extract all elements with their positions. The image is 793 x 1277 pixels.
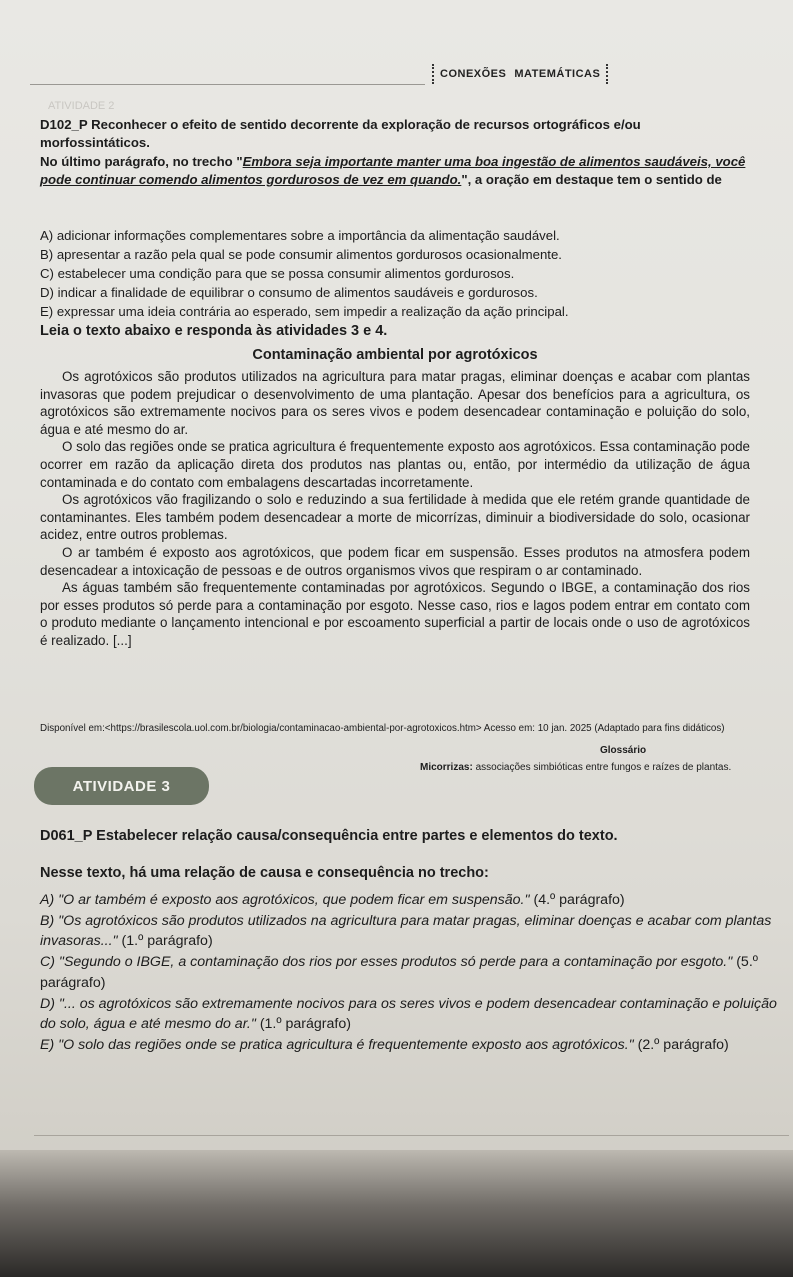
q3-option-b-quote: B) "Os agrotóxicos são produtos utilizados na agricultura para matar pragas, eliminar doenças e acabar com plantas invasoras..." (40, 912, 772, 950)
q3-option-d[interactable] (40, 994, 785, 1035)
q3-option-e-quote: E) "O solo das regiões onde se pratica agricultura é frequentemente exposto aos agrotóxicos." (40, 1036, 634, 1053)
glossary-definition: associações simbióticas entre fungos e raízes de plantas. (472, 762, 732, 773)
q3-option-c-quote: C) "Segundo o IBGE, a contaminação dos rios por esses produtos só perde para a contaminação por esgoto." (40, 954, 733, 971)
q3-option-a-quote: A) "O ar também é exposto aos agrotóxicos, que podem ficar em suspensão." (40, 892, 530, 908)
activity-3-badge: ATIVIDADE 3 (34, 767, 209, 805)
q2-option-d[interactable]: D) indicar a finalidade de equilibrar o consumo de alimentos saudáveis e gordurosos. (40, 285, 538, 300)
q2-stem-quote: Embora seja importante manter uma boa ingestão de alimentos saudáveis, você pode continuar comendo alimentos gordurosos de vez em quando. (40, 154, 746, 187)
q3-option-c-ref: (5.º parágrafo) (40, 954, 758, 991)
q2-options (40, 226, 750, 321)
q3-option-a-ref: (4.º parágrafo) (529, 892, 625, 908)
reading-paragraph-4: O ar também é exposto aos agrotóxicos, que podem ficar em suspensão. Esses produtos na atmosfera podem desencadear a intoxicação de pessoas e de outros organismos vivos que respiram o ar contaminado. (40, 544, 750, 578)
desk-shadow (0, 1150, 793, 1277)
q3-option-b[interactable] (40, 911, 785, 952)
q3-option-a[interactable] (40, 890, 785, 911)
reading-paragraph-5: As águas também são frequentemente contaminadas por agrotóxicos. Segundo o IBGE, a contaminação dos rios por esses produtos só perde para a contaminação por esgoto. Nesse caso, rios e lagos podem entrar em contato com o produto mediante o lançamento intencional e por escoamento superficial a partir de locais onde o uso de agrotóxicos é realizado. [...] (40, 580, 750, 648)
reading-source: Disponível em:<https://brasilescola.uol.com.br/biologia/contaminacao-ambiental-por-agrotoxicos.htm> Acesso em: 10 jan. 2025 (Adaptado para fins didáticos) (40, 723, 725, 734)
q3-option-b-ref: (1.º parágrafo) (117, 933, 213, 950)
q2-stem (40, 153, 750, 189)
brand-logo (432, 64, 608, 84)
reading-paragraph-3: Os agrotóxicos vão fragilizando o solo e reduzindo a sua fertilidade à medida que ele retém grande quantidade de contaminantes. Eles também podem desencadear a morte de micorrízas, diminuir a biodiversidade do solo, ocasionar acidez, entre outros problemas. (40, 492, 750, 543)
q2-option-c[interactable]: C) estabelecer uma condição para que se possa consumir alimentos gordurosos. (40, 266, 515, 281)
q2-stem-before: No último parágrafo, no trecho " (40, 154, 243, 169)
footer-rule (34, 1135, 789, 1136)
reading-body (40, 368, 750, 650)
q2-option-a[interactable]: A) adicionar informações complementares sobre a importância da alimentação saudável. (40, 228, 560, 243)
q3-option-d-ref: (1.º parágrafo) (255, 1016, 351, 1033)
q3-stem: Nesse texto, há uma relação de causa e consequência no trecho: (40, 865, 489, 881)
q3-option-c[interactable] (40, 952, 785, 993)
q2-option-e[interactable]: E) expressar uma ideia contrária ao esperado, sem impedir a realização da ação principal. (40, 304, 569, 319)
q2-option-b[interactable]: B) apresentar a razão pela qual se pode consumir alimentos gordurosos ocasionalmente. (40, 247, 562, 262)
reading-paragraph-2: O solo das regiões onde se pratica agricultura é frequentemente exposto aos agrotóxicos. Essa contaminação pode ocorrer em razão da aplicação direta dos produtos nas plantas ou, então, por intermédio da utilização de água contaminada e do contato com embalagens descartadas incorretamente. (40, 439, 750, 490)
glossary-term: Micorrizas: (420, 762, 473, 773)
q3-option-d-quote: D) "... os agrotóxicos são extremamente nocivos para os seres vivos e podem desencadear contaminação e poluição do solo, água e até mesmo do ar." (40, 995, 777, 1033)
glossary-title: Glossário (600, 745, 647, 756)
q3-skill: D061_P Estabelecer relação causa/consequência entre partes e elementos do texto. (40, 828, 618, 844)
q3-option-e-ref: (2.º parágrafo) (633, 1036, 729, 1053)
q2-stem-after: ", a oração em destaque tem o sentido de (461, 172, 722, 187)
q3-option-e[interactable] (40, 1035, 785, 1056)
brand-right: MATEMÁTICAS (514, 68, 601, 80)
faded-activity-tag: ATIVIDADE 2 (48, 100, 115, 112)
glossary-entry (420, 759, 780, 777)
brand-left: CONEXÕES (440, 68, 507, 80)
q2-skill: D102_P Reconhecer o efeito de sentido decorrente da exploração de recursos ortográficos e/ou morfossintáticos. (40, 117, 641, 150)
reading-title: Contaminação ambiental por agrotóxicos (252, 347, 538, 363)
q3-options (40, 890, 785, 1056)
reading-paragraph-1: Os agrotóxicos são produtos utilizados na agricultura para matar pragas, eliminar doenças e acabar com plantas invasoras que podem prejudicar o desenvolvimento de uma plantação. Apesar dos benefícios para a agricultura, os agrotóxicos são extremamente nocivos para os seres vivos e podem desencadear contaminação e poluição do solo, água e até mesmo do ar. (40, 369, 750, 437)
reading-instruction: Leia o texto abaixo e responda às atividades 3 e 4. (40, 323, 388, 339)
header-rule (30, 84, 425, 85)
